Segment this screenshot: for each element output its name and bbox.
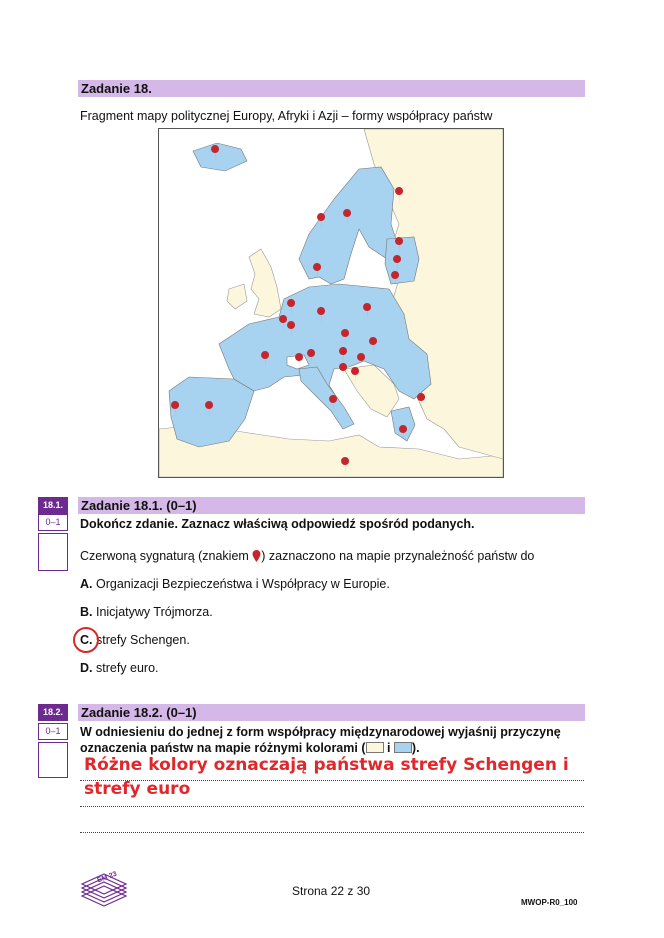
task-18-1-number: 18.1. <box>38 497 68 514</box>
line2-before: oznaczenia państw na mapie różnymi kolorami ( <box>80 741 366 755</box>
map-svg <box>159 129 503 477</box>
answer-line-2[interactable] <box>80 806 584 807</box>
task-18-1-header: Zadanie 18.1. (0–1) <box>78 497 585 514</box>
stem-text-before: Czerwoną sygnaturą (znakiem <box>80 549 253 563</box>
map-caption: Fragment mapy politycznej Europy, Afryki i Azji – formy współpracy państw <box>80 109 493 123</box>
task-18-2-header: Zadanie 18.2. (0–1) <box>78 704 585 721</box>
option-d[interactable] <box>80 661 159 675</box>
answer-line-3[interactable] <box>80 832 584 833</box>
cream-swatch <box>366 742 384 753</box>
logo-text: EM 23 <box>96 870 118 885</box>
option-b-letter: B. <box>80 605 93 619</box>
handwritten-answer-line1: Różne kolory oznaczają państwa strefy Schengen i <box>84 755 569 775</box>
blue-swatch <box>394 742 412 753</box>
red-pin-icon <box>252 550 261 562</box>
task-18-header: Zadanie 18. <box>78 80 585 97</box>
line2-after: ). <box>411 741 420 755</box>
option-c-text: strefy Schengen. <box>95 633 190 647</box>
exam-logo <box>78 868 130 912</box>
task-18-1-stem <box>80 549 534 563</box>
task-18-1-score-box[interactable] <box>38 533 68 571</box>
option-b-text: Inicjatywy Trójmorza. <box>95 605 213 619</box>
stem-text-after: ) zaznaczono na mapie przynależność państw do <box>261 549 535 563</box>
option-b[interactable] <box>80 605 213 619</box>
option-d-text: strefy euro. <box>95 661 159 675</box>
baltics <box>385 237 419 284</box>
option-a[interactable] <box>80 577 390 591</box>
option-a-letter: A. <box>80 577 93 591</box>
answer-circle-mark <box>73 627 99 653</box>
line2-mid: i <box>383 741 394 755</box>
option-d-letter: D. <box>80 661 93 675</box>
task-18-2-number: 18.2. <box>38 704 68 721</box>
document-code: MWOP-R0_100 <box>521 898 578 907</box>
task-18-2-score-box[interactable] <box>38 742 68 778</box>
option-c-letter: C. <box>80 633 93 647</box>
handwritten-answer-line2: strefy euro <box>84 779 191 799</box>
task-18-2-line2 <box>80 741 420 755</box>
task-18-1-score: 0–1 <box>38 514 68 531</box>
option-a-text: Organizacji Bezpieczeństwa i Współpracy w Europie. <box>95 577 390 591</box>
europe-map <box>158 128 504 478</box>
task-18-2-line1: W odniesieniu do jednej z form współpracy międzynarodowej wyjaśnij przyczynę <box>80 725 561 739</box>
task-18-2-score: 0–1 <box>38 723 68 740</box>
task-18-1-instruction: Dokończ zdanie. Zaznacz właściwą odpowiedź spośród podanych. <box>80 517 475 531</box>
page-number: Strona 22 z 30 <box>292 884 371 898</box>
